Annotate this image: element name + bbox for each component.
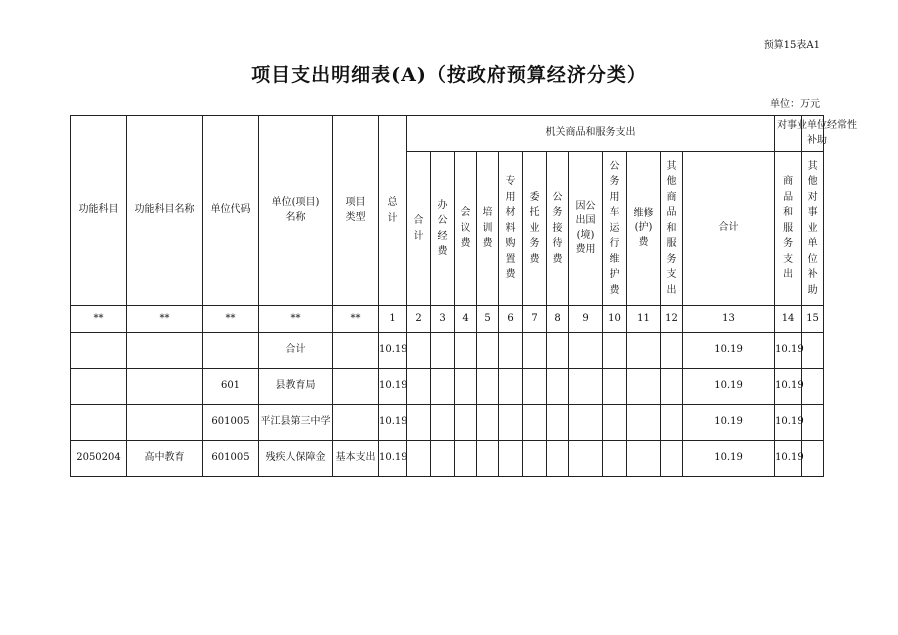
cell-empty	[569, 333, 603, 369]
col-agency-total: 合计	[407, 152, 431, 306]
index-star: **	[259, 306, 333, 333]
col-repair-fee: 维修(护)费	[627, 152, 661, 306]
cell-empty	[802, 333, 824, 369]
cell-subsidy-goods: 10.19	[775, 333, 802, 369]
cell-empty	[569, 405, 603, 441]
cell-empty	[802, 369, 824, 405]
cell-empty	[431, 333, 455, 369]
cell-empty	[802, 441, 824, 477]
cell-empty	[603, 333, 627, 369]
col-office-expense: 办公经费	[431, 152, 455, 306]
cell-empty	[523, 369, 547, 405]
col-meeting-fee: 会议费	[455, 152, 477, 306]
cell-func-name: 高中教育	[127, 441, 203, 477]
index-number: 1	[379, 306, 407, 333]
cell-empty	[523, 333, 547, 369]
cell-func-code	[71, 333, 127, 369]
cell-empty	[477, 441, 499, 477]
cell-func-code	[71, 369, 127, 405]
table-row	[71, 441, 824, 477]
cell-empty	[547, 369, 569, 405]
cell-empty	[661, 441, 683, 477]
cell-func-name	[127, 333, 203, 369]
col-func-name: 功能科目名称	[127, 116, 203, 306]
cell-empty	[407, 333, 431, 369]
cell-empty	[431, 405, 455, 441]
cell-empty	[547, 333, 569, 369]
cell-total: 10.19	[379, 441, 407, 477]
cell-project-type	[333, 333, 379, 369]
index-star: **	[127, 306, 203, 333]
col-func-code: 功能科目	[71, 116, 127, 306]
cell-empty	[802, 405, 824, 441]
cell-empty	[499, 369, 523, 405]
index-star: **	[71, 306, 127, 333]
cell-empty	[569, 441, 603, 477]
cell-unit-code	[203, 333, 259, 369]
index-number: 5	[477, 306, 499, 333]
cell-project-type: 基本支出	[333, 441, 379, 477]
cell-empty	[603, 369, 627, 405]
cell-empty	[547, 405, 569, 441]
index-number: 13	[683, 306, 775, 333]
cell-total: 10.19	[379, 333, 407, 369]
col-unit-code: 单位代码	[203, 116, 259, 306]
cell-subsidy-total: 10.19	[683, 405, 775, 441]
group-agency-goods-services: 机关商品和服务支出	[407, 116, 775, 152]
table-row	[71, 405, 824, 441]
cell-empty	[661, 369, 683, 405]
table-row	[71, 369, 824, 405]
col-subsidy-goods-services: 商品和服务支出	[775, 152, 802, 306]
cell-func-name	[127, 369, 203, 405]
unit-label: 单位：万元	[770, 99, 820, 110]
col-project-type: 项目类型	[333, 116, 379, 306]
cell-empty	[455, 405, 477, 441]
col-total: 总计	[379, 116, 407, 306]
cell-empty	[627, 441, 661, 477]
cell-subsidy-total: 10.19	[683, 441, 775, 477]
cell-empty	[431, 441, 455, 477]
cell-empty	[407, 369, 431, 405]
cell-empty	[477, 369, 499, 405]
index-number: 4	[455, 306, 477, 333]
index-star: **	[203, 306, 259, 333]
cell-empty	[523, 441, 547, 477]
cell-empty	[431, 369, 455, 405]
cell-empty	[499, 441, 523, 477]
cell-func-code: 2050204	[71, 441, 127, 477]
budget-table	[70, 115, 858, 477]
cell-unit-name: 平江县第三中学	[259, 405, 333, 441]
table-row	[71, 333, 824, 369]
cell-empty	[407, 441, 431, 477]
cell-unit-name: 合计	[259, 333, 333, 369]
index-number: 3	[431, 306, 455, 333]
index-number: 14	[775, 306, 802, 333]
cell-total: 10.19	[379, 369, 407, 405]
cell-empty	[569, 369, 603, 405]
cell-empty	[477, 405, 499, 441]
index-number: 2	[407, 306, 431, 333]
group-institution-subsidy: 对事业单位经常性补助	[775, 116, 802, 152]
index-number: 7	[523, 306, 547, 333]
header-row-1	[71, 116, 824, 152]
col-official-reception: 公务接待费	[547, 152, 569, 306]
col-entrusted-business: 委托业务费	[523, 152, 547, 306]
cell-unit-code: 601005	[203, 441, 259, 477]
index-row	[71, 306, 824, 333]
index-star: **	[333, 306, 379, 333]
form-number: 预算15表A1	[763, 40, 820, 51]
cell-project-type	[333, 405, 379, 441]
col-other-goods-services: 其他商品和服务支出	[661, 152, 683, 306]
cell-total: 10.19	[379, 405, 407, 441]
cell-unit-code: 601005	[203, 405, 259, 441]
cell-empty	[627, 333, 661, 369]
index-number: 9	[569, 306, 603, 333]
col-subsidy-other: 其他对事业单位补助	[802, 152, 824, 306]
cell-subsidy-goods: 10.19	[775, 369, 802, 405]
index-number: 11	[627, 306, 661, 333]
index-number: 12	[661, 306, 683, 333]
cell-empty	[477, 333, 499, 369]
cell-empty	[603, 441, 627, 477]
cell-empty	[455, 333, 477, 369]
col-training-fee: 培训费	[477, 152, 499, 306]
cell-subsidy-total: 10.19	[683, 333, 775, 369]
cell-func-code	[71, 405, 127, 441]
cell-empty	[603, 405, 627, 441]
cell-unit-code: 601	[203, 369, 259, 405]
cell-empty	[547, 441, 569, 477]
cell-unit-name: 县教育局	[259, 369, 333, 405]
index-number: 6	[499, 306, 523, 333]
cell-subsidy-goods: 10.19	[775, 441, 802, 477]
cell-empty	[523, 405, 547, 441]
col-vehicle-maintenance: 公务用车运行维护费	[603, 152, 627, 306]
col-subsidy-total: 合计	[683, 152, 775, 306]
cell-subsidy-goods: 10.19	[775, 405, 802, 441]
cell-unit-name: 残疾人保障金	[259, 441, 333, 477]
cell-func-name	[127, 405, 203, 441]
cell-empty	[455, 441, 477, 477]
index-number: 15	[802, 306, 824, 333]
col-unit-name: 单位(项目)名称	[259, 116, 333, 306]
col-abroad-expense: 因公出国(境)费用	[569, 152, 603, 306]
cell-empty	[499, 405, 523, 441]
cell-empty	[499, 333, 523, 369]
cell-empty	[627, 405, 661, 441]
index-number: 8	[547, 306, 569, 333]
cell-empty	[661, 333, 683, 369]
col-materials-purchase: 专用材料购置费	[499, 152, 523, 306]
cell-empty	[661, 405, 683, 441]
cell-empty	[455, 369, 477, 405]
cell-empty	[627, 369, 661, 405]
cell-project-type	[333, 369, 379, 405]
cell-empty	[407, 405, 431, 441]
page-title: 项目支出明细表(A)（按政府预算经济分类）	[251, 64, 647, 86]
cell-subsidy-total: 10.19	[683, 369, 775, 405]
index-number: 10	[603, 306, 627, 333]
